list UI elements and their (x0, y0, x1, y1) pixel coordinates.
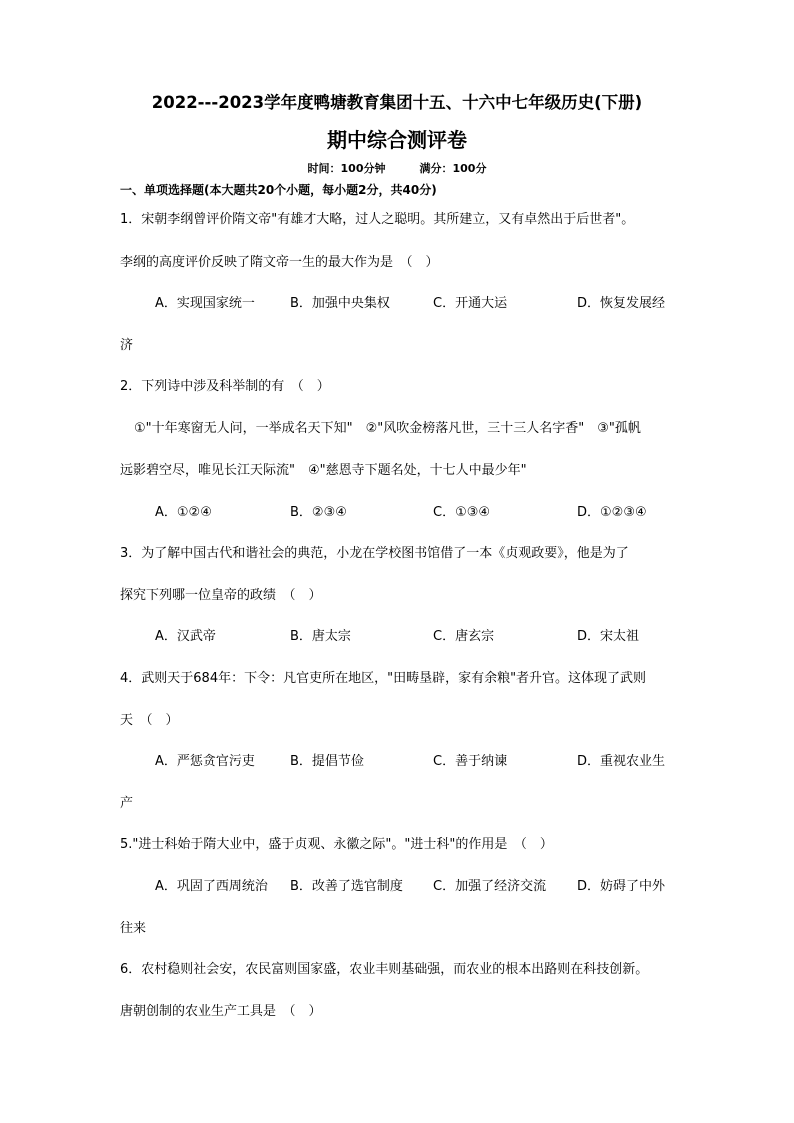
option-b: B．②③④ (290, 505, 347, 520)
question-5-option-wrap: 往来 (120, 921, 147, 936)
option-a: A．严惩贪官污吏 (155, 754, 255, 769)
question-6-line-1: 6．农村稳则社会安，农民富则国家盛，农业丰则基础强，而农业的根本出路则在科技创新。 (120, 962, 649, 977)
option-d: D．恢复发展经 (577, 296, 666, 311)
question-2-line-3: 远影碧空尽，唯见长江天际流" ④"慈恩寺下题名处，十七人中最少年" (120, 463, 527, 478)
question-2-line-1: 2．下列诗中涉及科举制的有 （ ） (120, 379, 330, 394)
question-1-option-wrap: 济 (120, 338, 134, 353)
question-4-option-wrap: 产 (120, 796, 134, 811)
question-3-line-2: 探究下列哪一位皇帝的政绩 （ ） (120, 588, 322, 603)
option-c: C．①③④ (433, 505, 491, 520)
option-c: C．唐玄宗 (433, 629, 495, 644)
exam-time-info (0, 162, 794, 176)
option-a: A．实现国家统一 (155, 296, 255, 311)
question-4-line-1: 4．武则天于684年：下令：凡官吏所在地区，"田畴垦辟，家有余粮"者升官。这体现了武则 (120, 671, 647, 686)
question-2-options (120, 505, 680, 521)
question-5-line-1: 5."进士科始于隋大业中，盛于贞观、永徽之际"。"进士科"的作用是 （ ） (120, 837, 553, 852)
question-1-line-2: 李纲的高度评价反映了隋文帝一生的最大作为是 （ ） (120, 255, 439, 270)
question-1-line-1: 1．宋朝李纲曾评价隋文帝"有雄才大略，过人之聪明。其所建立，又有卓然出于后世者"。 (120, 212, 635, 227)
option-c: C．加强了经济交流 (433, 879, 547, 894)
option-b: B．改善了选官制度 (290, 879, 403, 894)
section-heading: 一、单项选择题(本大题共20个小题，每小题2分，共40分) (120, 183, 437, 197)
question-2-line-2: ①"十年寒窗无人问，一举成名天下知" ②"风吹金榜落凡世，三十三人名字香" ③"孤帆 (134, 421, 641, 436)
option-b: B．提倡节俭 (290, 754, 364, 769)
option-c: C．善于纳谏 (433, 754, 508, 769)
option-c: C．开通大运 (433, 296, 508, 311)
option-a: A．汉武帝 (155, 629, 216, 644)
option-d: D．妨碍了中外 (577, 879, 666, 894)
option-b: B．唐太宗 (290, 629, 351, 644)
question-6-line-2: 唐朝创制的农业生产工具是 （ ） (120, 1004, 322, 1019)
question-4-options (120, 754, 680, 770)
option-d: D．宋太祖 (577, 629, 640, 644)
option-a: A．①②④ (155, 505, 212, 520)
question-3-options (120, 629, 680, 645)
option-a: A．巩固了西周统治 (155, 879, 268, 894)
exam-subtitle: 期中综合测评卷 (327, 128, 467, 152)
question-5-options (120, 879, 680, 895)
question-4-line-2: 天 （ ） (120, 713, 179, 728)
score-label: 满分：100分 (419, 162, 487, 175)
question-1-options (120, 296, 680, 312)
option-b: B．加强中央集权 (290, 296, 390, 311)
question-3-line-1: 3．为了解中国古代和谐社会的典范，小龙在学校图书馆借了一本《贞观政要》，他是为了 (120, 546, 629, 561)
exam-title: 2022---2023学年度鸭塘教育集团十五、十六中七年级历史(下册) (151, 93, 643, 112)
option-d: D．重视农业生 (577, 754, 666, 769)
option-d: D．①②③④ (577, 505, 647, 520)
time-label: 时间：100分钟 (307, 162, 386, 175)
